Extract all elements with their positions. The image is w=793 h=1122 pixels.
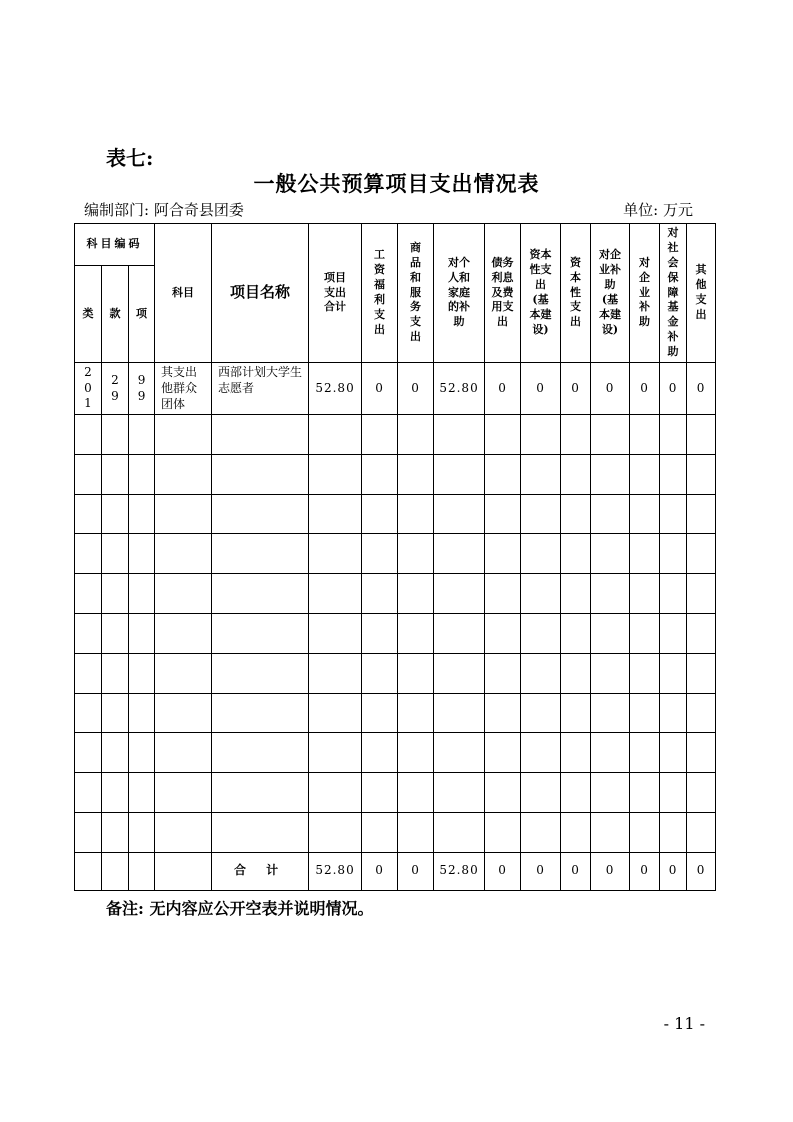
empty-cell <box>687 733 716 773</box>
empty-cell <box>102 494 129 534</box>
empty-cell <box>362 613 398 653</box>
empty-cell <box>212 574 309 614</box>
empty-cell <box>75 534 102 574</box>
empty-cell <box>630 574 660 614</box>
empty-cell <box>75 693 102 733</box>
empty-cell <box>687 415 716 455</box>
empty-cell <box>362 454 398 494</box>
total-value-cell: 0 <box>521 852 561 890</box>
empty-cell <box>309 653 362 693</box>
empty-cell <box>660 613 687 653</box>
empty-cell <box>434 454 485 494</box>
empty-cell <box>212 415 309 455</box>
empty-cell <box>102 574 129 614</box>
empty-cell <box>102 812 129 852</box>
empty-cell <box>591 415 630 455</box>
empty-cell <box>362 415 398 455</box>
xiang-header: 项 <box>129 266 155 363</box>
empty-cell <box>434 812 485 852</box>
empty-cell <box>434 494 485 534</box>
empty-cell <box>521 454 561 494</box>
empty-cell <box>398 534 434 574</box>
empty-cell <box>687 574 716 614</box>
empty-cell <box>434 534 485 574</box>
xiang-cell: 99 <box>129 363 155 415</box>
personal-header: 对个人和家庭的补助 <box>434 224 485 363</box>
empty-cell <box>687 693 716 733</box>
empty-cell <box>591 534 630 574</box>
empty-cell <box>591 454 630 494</box>
unit-label: 单位: 万元 <box>623 201 693 219</box>
empty-cell <box>687 653 716 693</box>
empty-cell <box>485 693 521 733</box>
empty-cell <box>561 454 591 494</box>
empty-cell <box>129 733 155 773</box>
empty-cell <box>521 693 561 733</box>
empty-cell <box>591 693 630 733</box>
empty-cell <box>155 733 212 773</box>
empty-cell <box>155 613 212 653</box>
empty-cell <box>660 454 687 494</box>
value-cell: 0 <box>362 363 398 415</box>
empty-row <box>75 812 716 852</box>
lei-header: 类 <box>75 266 102 363</box>
empty-cell <box>687 812 716 852</box>
subject-cell: 其支出他群众团体 <box>155 363 212 415</box>
empty-cell <box>591 574 630 614</box>
empty-cell <box>660 653 687 693</box>
empty-cell <box>485 733 521 773</box>
empty-row <box>75 574 716 614</box>
empty-cell <box>362 653 398 693</box>
total-value-cell: 0 <box>660 852 687 890</box>
enterprise-basic-header: 对企业补助(基本建设) <box>591 224 630 363</box>
empty-cell <box>398 574 434 614</box>
empty-cell <box>155 454 212 494</box>
page-title: 一般公共预算项目支出情况表 <box>253 171 540 196</box>
empty-cell <box>129 574 155 614</box>
empty-cell <box>212 534 309 574</box>
empty-cell <box>129 653 155 693</box>
empty-cell <box>129 812 155 852</box>
empty-cell <box>155 494 212 534</box>
empty-cell <box>434 574 485 614</box>
empty-cell <box>212 613 309 653</box>
value-cell: 52.80 <box>309 363 362 415</box>
empty-cell <box>102 733 129 773</box>
empty-cell <box>155 534 212 574</box>
empty-cell <box>102 534 129 574</box>
empty-cell <box>591 653 630 693</box>
empty-cell <box>309 613 362 653</box>
empty-cell <box>485 494 521 534</box>
empty-cell <box>485 653 521 693</box>
empty-cell <box>129 693 155 733</box>
empty-cell <box>660 415 687 455</box>
empty-cell <box>398 454 434 494</box>
empty-cell <box>521 733 561 773</box>
empty-cell <box>309 454 362 494</box>
empty-cell <box>362 733 398 773</box>
value-cell: 0 <box>591 363 630 415</box>
total-value-cell: 0 <box>362 852 398 890</box>
wage-header: 工资福利支出 <box>362 224 398 363</box>
empty-cell <box>129 534 155 574</box>
empty-cell <box>309 693 362 733</box>
total-value-cell: 52.80 <box>309 852 362 890</box>
empty-row <box>75 773 716 813</box>
empty-row <box>75 613 716 653</box>
project-name-header: 项目名称 <box>212 224 309 363</box>
empty-cell <box>561 415 591 455</box>
empty-cell <box>309 773 362 813</box>
empty-cell <box>630 534 660 574</box>
empty-cell <box>660 693 687 733</box>
empty-cell <box>687 494 716 534</box>
empty-cell <box>102 773 129 813</box>
empty-cell <box>75 415 102 455</box>
empty-cell <box>630 733 660 773</box>
empty-cell <box>485 454 521 494</box>
value-cell: 52.80 <box>434 363 485 415</box>
empty-cell <box>398 613 434 653</box>
empty-row <box>75 534 716 574</box>
empty-cell <box>398 773 434 813</box>
empty-cell <box>660 733 687 773</box>
empty-cell <box>561 494 591 534</box>
empty-cell <box>398 494 434 534</box>
empty-cell <box>434 773 485 813</box>
empty-row <box>75 415 716 455</box>
empty-row <box>75 494 716 534</box>
empty-cell <box>102 653 129 693</box>
empty-cell <box>75 574 102 614</box>
empty-cell <box>521 653 561 693</box>
empty-cell <box>155 574 212 614</box>
empty-cell <box>521 812 561 852</box>
empty-cell <box>660 812 687 852</box>
total-value-cell: 0 <box>485 852 521 890</box>
empty-cell <box>561 773 591 813</box>
empty-cell <box>561 653 591 693</box>
empty-cell <box>630 653 660 693</box>
empty-cell <box>687 773 716 813</box>
empty-cell <box>75 454 102 494</box>
empty-cell <box>362 812 398 852</box>
total-row <box>75 852 716 890</box>
empty-cell <box>485 415 521 455</box>
empty-cell <box>212 812 309 852</box>
other-header: 其他支出 <box>687 224 716 363</box>
total-value-cell: 0 <box>591 852 630 890</box>
empty-cell <box>687 534 716 574</box>
project-name-cell: 西部计划大学生志愿者 <box>212 363 309 415</box>
value-cell: 0 <box>630 363 660 415</box>
empty-cell <box>102 693 129 733</box>
empty-cell <box>129 852 155 890</box>
empty-row <box>75 693 716 733</box>
empty-cell <box>155 693 212 733</box>
department-label: 编制部门: 阿合奇县团委 <box>84 201 244 219</box>
empty-cell <box>309 574 362 614</box>
empty-cell <box>75 494 102 534</box>
empty-cell <box>591 733 630 773</box>
empty-cell <box>212 733 309 773</box>
total-value-cell: 0 <box>561 852 591 890</box>
empty-cell <box>521 534 561 574</box>
empty-row <box>75 733 716 773</box>
empty-cell <box>212 494 309 534</box>
empty-cell <box>129 773 155 813</box>
empty-cell <box>630 494 660 534</box>
capital-basic-header: 资本性支出(基本建设) <box>521 224 561 363</box>
enterprise-header: 对企业补助 <box>630 224 660 363</box>
total-value-cell: 0 <box>630 852 660 890</box>
header-row-1 <box>75 224 716 266</box>
footnote: 备注: 无内容应公开空表并说明情况。 <box>106 899 374 918</box>
empty-cell <box>398 693 434 733</box>
empty-cell <box>362 773 398 813</box>
empty-cell <box>129 494 155 534</box>
table-row <box>75 363 716 415</box>
empty-cell <box>309 733 362 773</box>
empty-cell <box>485 613 521 653</box>
total-value-cell: 0 <box>398 852 434 890</box>
table-number: 表七: <box>106 146 154 170</box>
empty-cell <box>75 653 102 693</box>
value-cell: 0 <box>485 363 521 415</box>
empty-cell <box>362 494 398 534</box>
total-label: 合 计 <box>212 852 309 890</box>
empty-cell <box>309 534 362 574</box>
empty-cell <box>129 454 155 494</box>
page-number: - 11 - <box>663 1014 705 1033</box>
empty-cell <box>398 733 434 773</box>
empty-cell <box>155 415 212 455</box>
empty-cell <box>212 693 309 733</box>
empty-cell <box>561 534 591 574</box>
empty-cell <box>660 494 687 534</box>
empty-cell <box>591 494 630 534</box>
empty-cell <box>660 773 687 813</box>
empty-cell <box>102 454 129 494</box>
empty-cell <box>434 613 485 653</box>
social-header: 对社会保障基金补助 <box>660 224 687 363</box>
empty-cell <box>362 693 398 733</box>
empty-cell <box>630 773 660 813</box>
empty-cell <box>155 653 212 693</box>
empty-cell <box>630 415 660 455</box>
empty-cell <box>485 812 521 852</box>
empty-cell <box>155 773 212 813</box>
empty-cell <box>155 852 212 890</box>
empty-cell <box>591 613 630 653</box>
debt-header: 债务利息及费用支出 <box>485 224 521 363</box>
empty-cell <box>521 415 561 455</box>
empty-cell <box>75 852 102 890</box>
total-value-cell: 0 <box>687 852 716 890</box>
kuan-header: 款 <box>102 266 129 363</box>
empty-cell <box>485 773 521 813</box>
empty-cell <box>521 494 561 534</box>
lei-cell: 201 <box>75 363 102 415</box>
empty-cell <box>362 534 398 574</box>
value-cell: 0 <box>521 363 561 415</box>
empty-row <box>75 653 716 693</box>
empty-cell <box>561 812 591 852</box>
value-cell: 0 <box>398 363 434 415</box>
empty-cell <box>129 415 155 455</box>
empty-cell <box>687 613 716 653</box>
empty-cell <box>309 494 362 534</box>
empty-cell <box>561 733 591 773</box>
value-cell: 0 <box>660 363 687 415</box>
empty-cell <box>630 812 660 852</box>
empty-cell <box>212 454 309 494</box>
capital-header: 资本性支出 <box>561 224 591 363</box>
goods-header: 商品和服务支出 <box>398 224 434 363</box>
empty-cell <box>561 574 591 614</box>
empty-cell <box>521 574 561 614</box>
subject-header: 科目 <box>155 224 212 363</box>
empty-cell <box>75 733 102 773</box>
empty-cell <box>75 773 102 813</box>
empty-cell <box>630 454 660 494</box>
empty-cell <box>309 415 362 455</box>
empty-cell <box>660 534 687 574</box>
empty-cell <box>75 613 102 653</box>
empty-cell <box>398 812 434 852</box>
empty-cell <box>434 415 485 455</box>
empty-cell <box>591 812 630 852</box>
empty-cell <box>129 613 155 653</box>
empty-cell <box>630 693 660 733</box>
empty-cell <box>591 773 630 813</box>
empty-cell <box>485 534 521 574</box>
empty-cell <box>102 852 129 890</box>
empty-cell <box>212 773 309 813</box>
empty-cell <box>434 653 485 693</box>
empty-cell <box>309 812 362 852</box>
code-group-header: 科目编码 <box>75 224 155 266</box>
empty-cell <box>485 574 521 614</box>
empty-cell <box>102 415 129 455</box>
empty-cell <box>687 454 716 494</box>
empty-cell <box>630 613 660 653</box>
total-header: 项目支出合计 <box>309 224 362 363</box>
empty-cell <box>434 733 485 773</box>
empty-cell <box>434 693 485 733</box>
kuan-cell: 29 <box>102 363 129 415</box>
empty-cell <box>398 653 434 693</box>
value-cell: 0 <box>561 363 591 415</box>
empty-cell <box>102 613 129 653</box>
empty-cell <box>521 613 561 653</box>
empty-cell <box>561 613 591 653</box>
empty-cell <box>398 415 434 455</box>
empty-cell <box>75 812 102 852</box>
budget-table <box>74 223 716 891</box>
empty-cell <box>155 812 212 852</box>
empty-cell <box>212 653 309 693</box>
empty-cell <box>521 773 561 813</box>
empty-row <box>75 454 716 494</box>
empty-cell <box>660 574 687 614</box>
total-value-cell: 52.80 <box>434 852 485 890</box>
empty-cell <box>561 693 591 733</box>
value-cell: 0 <box>687 363 716 415</box>
empty-cell <box>362 574 398 614</box>
